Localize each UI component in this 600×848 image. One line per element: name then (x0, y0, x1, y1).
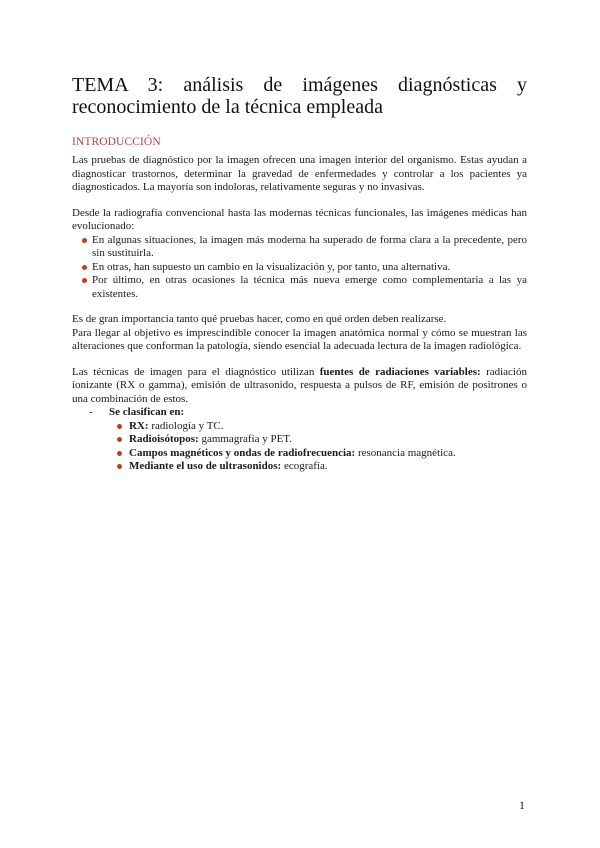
objective-paragraph: Para llegar al objetivo es imprescindible conocer la imagen anatómica normal y cómo se muestran las alteraciones que conforman la patología, siendo esencial la adecuada lectura de la imagen radiológica. (72, 326, 527, 352)
bullet-icon (117, 424, 122, 429)
evolution-paragraph: Desde la radiografía convencional hasta las modernas técnicas funcionales, las imágenes médicas han evolucionado: (72, 206, 527, 232)
importance-paragraph: Es de gran importancia tanto qué pruebas hacer, como en qué orden deben realizarse. (72, 313, 447, 325)
page-title: TEMA 3: análisis de imágenes diagnósticas y reconocimiento de la técnica empleada (72, 74, 527, 118)
bullet-icon (117, 451, 122, 456)
list-item: Campos magnéticos y ondas de radiofrecuencia: resonancia magnética. (117, 447, 527, 461)
bullet-icon (82, 278, 87, 283)
list-item: RX: radiología y TC. (117, 420, 527, 434)
bullet-icon (117, 464, 122, 469)
bullet-icon (117, 437, 122, 442)
techniques-paragraph: Las técnicas de imagen para el diagnóstico utilizan fuentes de radiaciones variables: radiación ionizante (RX o gamma), emisión de ultrasonido, respuesta a pulsos de RF, emisión de positrones o una combinación de estos. (72, 365, 527, 405)
section-heading: INTRODUCCIÓN (72, 136, 161, 148)
intro-paragraph: Las pruebas de diagnóstico por la imagen ofrecen una imagen interior del organismo. Estas ayudan a diagnosticar trastornos, determinar la gravedad de enfermedades y controlar a los pacientes ya diagnosticados. La mayoría son indoloras, relativamente seguras y no invasivas. (72, 154, 527, 193)
list-item: Por último, en otras ocasiones la técnica más nueva emerge como complementaria a las ya existentes. (82, 274, 527, 301)
list-item: En otras, han supuesto un cambio en la visualización y, por tanto, una alternativa. (82, 261, 527, 275)
classify-label: - Se clasifican en: (89, 406, 185, 418)
classification-list (72, 420, 527, 474)
page-number: 1 (519, 798, 525, 812)
dash-marker: - (89, 406, 93, 418)
bullet-icon (82, 265, 87, 270)
list-item: En algunas situaciones, la imagen más moderna ha superado de forma clara a la precedente, pero sin sustituirla. (82, 234, 527, 261)
evolution-list (72, 234, 527, 302)
bullet-icon (82, 238, 87, 243)
list-item: Mediante el uso de ultrasonidos: ecografía. (117, 460, 527, 474)
list-item: Radioisótopos: gammagrafía y PET. (117, 433, 527, 447)
document-page (72, 74, 527, 474)
